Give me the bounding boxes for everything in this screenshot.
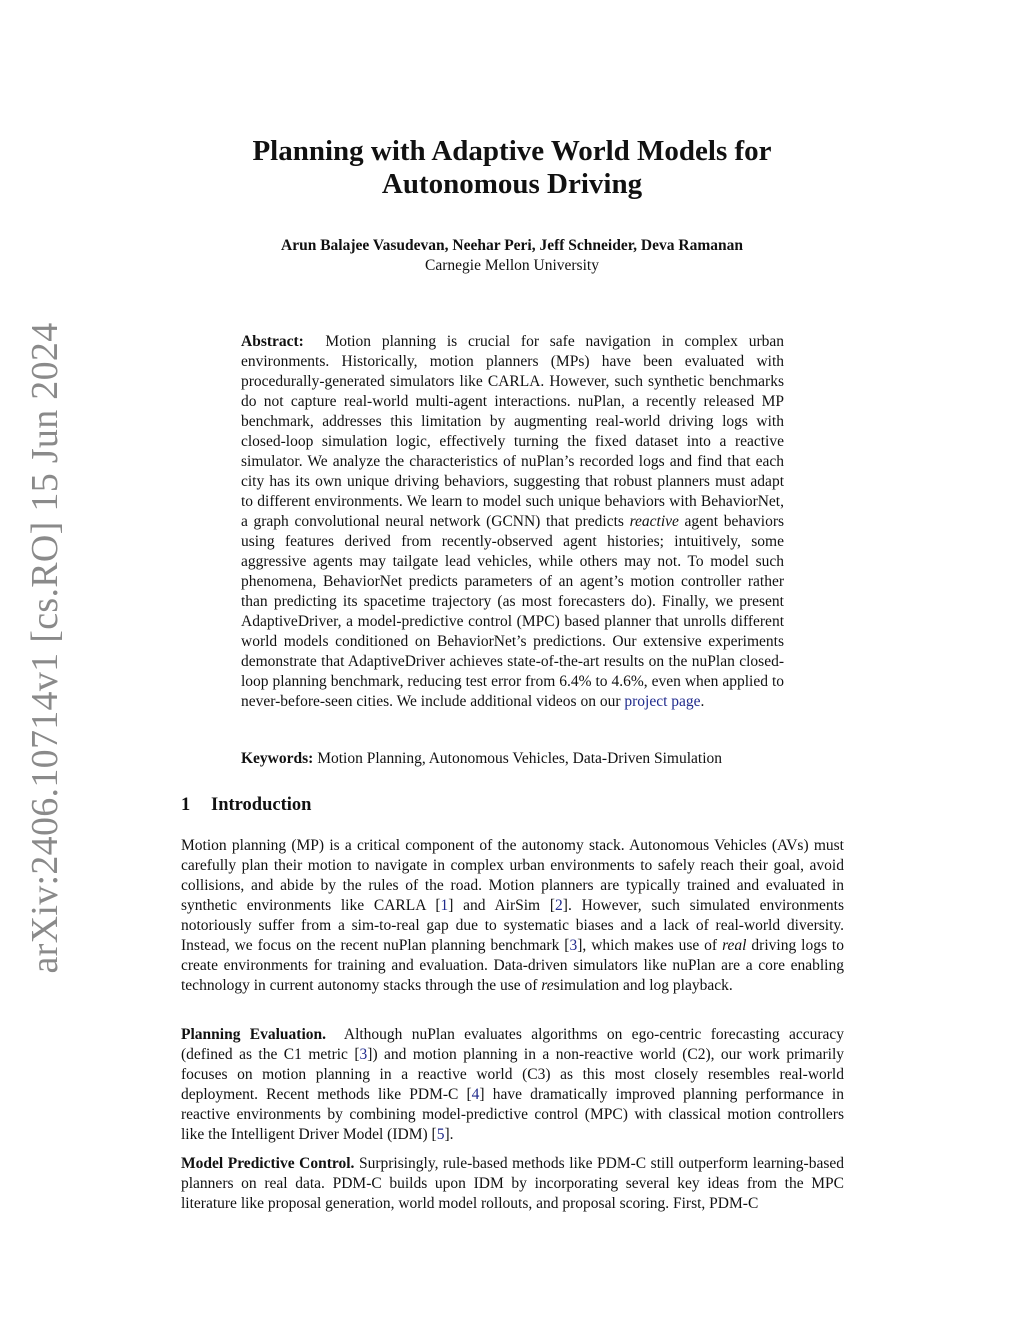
citation-link[interactable]: 5 [436, 1126, 445, 1143]
p1-emphasis-re: re [541, 977, 554, 994]
p2-text-a: Although nuPlan evaluates algorithms on ego-centric forecasting accuracy (defined as the C1 metric [ [181, 1026, 844, 1063]
section-title: Introduction [211, 795, 312, 815]
p3-text: Surprisingly, rule-based methods like PDM-C still outperform learning-based planners on real data. PDM-C builds upon IDM by incorporating several key ideas from the MPC literature like proposal generation, world model rollouts, and proposal scoring. First, PDM-C [181, 1155, 844, 1212]
citation-link[interactable]: 4 [471, 1086, 480, 1103]
citation-link[interactable]: 3 [359, 1046, 368, 1063]
abstract-text-part-2: agent behaviors using features derived from recently-observed agent histories; intuitively, some aggressive agents may tailgate lead vehicles, while others may not. To model such phenomena, BehaviorNet predicts parameters of an agent’s motion controller rather than predicting its spacetime trajectory (as most forecasters do). Finally, we present AdaptiveDriver, a model-predictive control (MPC) based planner that unrolls different world models conditioned on BehaviorNet’s predictions. Our extensive experiments demonstrate that AdaptiveDriver achieves state-of-the-art results on the nuPlan closed-loop planning benchmark, reducing test error from 6.4% to 4.6%, even when applied to never-before-seen cities. We include additional videos on our [241, 513, 785, 710]
section-heading-introduction [181, 794, 311, 816]
p1-emphasis-real: real [722, 937, 747, 954]
p1-text-d: ], which makes use of [577, 937, 718, 954]
citation-link[interactable]: 3 [569, 937, 578, 954]
abstract-text-part-1: Motion planning is crucial for safe navigation in complex urban environments. Historically, motion planners (MPs) have been evaluated with procedurally-generated simulators like CARLA. However, such synthetic benchmarks do not capture real-world multi-agent interactions. nuPlan, a recently released MP benchmark, addresses this limitation by augmenting real-world driving logs with closed-loop simulation logic, effectively turning the fixed dataset into a reactive simulator. We analyze the characteristics of nuPlan’s recorded logs and find that each city has its own unique driving behaviors, suggesting that robust planners must adapt to different environments. We learn to model such unique behaviors with BehaviorNet, a graph convolutional neural network (GCNN) that predicts [241, 333, 784, 530]
keywords-label: Keywords: [241, 750, 314, 767]
intro-paragraph-planning-evaluation [181, 1025, 844, 1145]
abstract-emphasis: reactive [629, 513, 679, 530]
p1-text-b: ] and AirSim [ [448, 897, 556, 914]
p2-text-c: ] have dramatically improved planning performance in reactive environments by combining model-predictive control (MPC) with classical motion controllers like the Intelligent Driver Model (IDM) [ [181, 1086, 844, 1143]
keywords-text: Motion Planning, Autonomous Vehicles, Data-Driven Simulation [317, 750, 723, 767]
paper-title-line-2: Autonomous Driving [381, 168, 643, 200]
citation-link[interactable]: 2 [555, 897, 563, 914]
paper-title-line-1: Planning with Adaptive World Models for [252, 135, 772, 167]
citation-link[interactable]: 1 [440, 897, 449, 914]
p2-text-b: ]) and motion planning in a non-reactive world (C2), our work primarily focuses on motion planning in a reactive world (C3) as this most closely resembles real-world deployment. Recent methods like PDM-C [ [181, 1046, 845, 1103]
keywords [241, 749, 801, 769]
abstract-label: Abstract: [241, 333, 304, 350]
abstract-end: . [700, 693, 705, 710]
arxiv-identifier-stamp: arXiv:2406.10714v1 [cs.RO] 15 Jun 2024 [24, 322, 66, 974]
p1-text-c: ]. However, such simulated environments notoriously suffer from a sim-to-real gap due to systematic biases and a lack of real-world diversity. Instead, we focus on the recent nuPlan planning benchmark [ [181, 897, 844, 954]
affiliation: Carnegie Mellon University [425, 257, 599, 274]
p2-run-in-heading: Planning Evaluation. [181, 1026, 327, 1043]
abstract [241, 332, 784, 712]
section-number: 1 [181, 795, 191, 815]
intro-paragraph-model-predictive-control [181, 1154, 844, 1214]
project-page-link[interactable]: project page [624, 693, 701, 710]
p2-text-d: ]. [444, 1126, 454, 1143]
paper-title [0, 135, 1024, 201]
p3-run-in-heading: Model Predictive Control. [181, 1155, 355, 1172]
author-list: Arun Balajee Vasudevan, Neehar Peri, Jeff Schneider, Deva Ramanan [281, 237, 743, 254]
p1-text-a: Motion planning (MP) is a critical component of the autonomy stack. Autonomous Vehicles (AVs) must carefully plan their motion to navigate in complex urban environments to safely reach their goal, avoid collisions, and abide by the rules of the road. Motion planners are typically trained and evaluated in synthetic environments like CARLA [ [181, 837, 844, 914]
p1-text-f: simulation and log playback. [553, 977, 733, 994]
intro-paragraph-1 [181, 836, 844, 996]
p1-text-e: driving logs to create environments for training and evaluation. Data-driven simulators like nuPlan are a core enabling technology in current autonomy stacks through the use of [181, 937, 844, 994]
